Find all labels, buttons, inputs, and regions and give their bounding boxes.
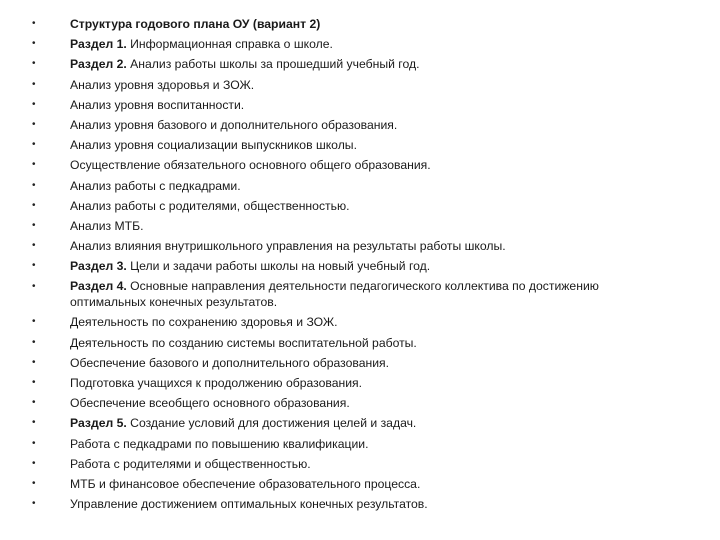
list-item bbox=[30, 333, 670, 353]
bullet-icon: • bbox=[32, 159, 36, 171]
item-body: Создание условий для достижения целей и задач. bbox=[126, 416, 417, 431]
bullet-icon: • bbox=[32, 220, 36, 232]
list-item bbox=[30, 454, 670, 474]
list-item bbox=[30, 34, 670, 54]
item-body: Осуществление обязательного основного общего образования. bbox=[70, 158, 431, 173]
list-item bbox=[30, 277, 670, 313]
list-item bbox=[30, 196, 670, 216]
bullet-icon: • bbox=[32, 336, 36, 348]
item-body: Подготовка учащихся к продолжению образования. bbox=[70, 376, 363, 391]
section-lead: Структура годового плана ОУ (вариант 2) bbox=[70, 17, 321, 31]
bullet-icon: • bbox=[32, 78, 36, 90]
list-item-text bbox=[70, 312, 670, 332]
bullet-icon: • bbox=[32, 397, 36, 409]
list-item-text bbox=[70, 474, 670, 494]
list-item bbox=[30, 95, 670, 115]
section-lead: Раздел 2. bbox=[70, 57, 127, 72]
bullet-icon: • bbox=[32, 457, 36, 469]
item-body: Работа с педкадрами по повышению квалификации. bbox=[70, 436, 369, 451]
section-lead: Раздел 1. bbox=[70, 37, 127, 52]
list-item bbox=[30, 135, 670, 155]
list-item-text bbox=[70, 454, 670, 474]
item-body: Анализ работы с педкадрами. bbox=[70, 178, 241, 193]
list-item bbox=[30, 312, 670, 332]
bullet-icon: • bbox=[32, 377, 36, 389]
item-body: Анализ работы с родителями, общественностью. bbox=[70, 198, 350, 213]
list-item-text bbox=[70, 54, 670, 74]
list-item-text bbox=[70, 176, 670, 196]
item-body: Анализ уровня здоровья и ЗОЖ. bbox=[70, 77, 255, 92]
bullet-icon: • bbox=[32, 280, 36, 292]
bullet-icon: • bbox=[32, 179, 36, 191]
list-item bbox=[30, 256, 670, 276]
item-body: Управление достижением оптимальных конечных результатов. bbox=[70, 497, 428, 512]
list-item-text bbox=[70, 14, 670, 34]
bullet-icon: • bbox=[32, 98, 36, 110]
list-item bbox=[30, 236, 670, 256]
list-item bbox=[30, 434, 670, 454]
bullet-icon: • bbox=[32, 316, 36, 328]
bullet-icon: • bbox=[32, 139, 36, 151]
list-item-text bbox=[70, 373, 670, 393]
bullet-icon: • bbox=[32, 240, 36, 252]
item-body: Анализ работы школы за прошедший учебный год. bbox=[126, 57, 420, 72]
item-body: Цели и задачи работы школы на новый учебный год. bbox=[126, 259, 431, 274]
list-item-text bbox=[70, 434, 670, 454]
list-item-text bbox=[70, 393, 670, 413]
bullet-icon: • bbox=[32, 119, 36, 131]
item-body: Деятельность по сохранению здоровья и ЗОЖ. bbox=[70, 315, 338, 330]
list-item-text bbox=[70, 216, 670, 236]
bullet-icon: • bbox=[32, 38, 36, 50]
item-body: Работа с родителями и общественностью. bbox=[70, 456, 311, 471]
section-lead: Раздел 5. bbox=[70, 416, 127, 431]
list-item bbox=[30, 115, 670, 135]
bullet-icon: • bbox=[32, 199, 36, 211]
section-lead: Раздел 4. bbox=[70, 278, 127, 293]
bullet-icon: • bbox=[32, 58, 36, 70]
list-item bbox=[30, 353, 670, 373]
item-body: Информационная справка о школе. bbox=[126, 37, 333, 52]
list-item bbox=[30, 393, 670, 413]
item-body: Анализ уровня воспитанности. bbox=[70, 97, 245, 112]
list-item-text bbox=[70, 135, 670, 155]
bullet-icon: • bbox=[32, 18, 36, 29]
list-item-text bbox=[70, 95, 670, 115]
list-item-text bbox=[70, 155, 670, 175]
list-item bbox=[30, 494, 670, 514]
list-item bbox=[30, 474, 670, 494]
item-body: Обеспечение всеобщего основного образования. bbox=[70, 396, 350, 411]
list-item bbox=[30, 54, 670, 74]
item-body: МТБ и финансовое обеспечение образовательного процесса. bbox=[70, 477, 421, 492]
item-body: Анализ уровня базового и дополнительного образования. bbox=[70, 118, 398, 133]
bullet-icon: • bbox=[32, 437, 36, 449]
list-item bbox=[30, 373, 670, 393]
list-item-text bbox=[70, 353, 670, 373]
bullet-icon: • bbox=[32, 498, 36, 510]
item-body: Основные направления деятельности педагогического коллектива по достижению оптимальных конечных результатов. bbox=[70, 278, 599, 309]
bullet-icon: • bbox=[32, 417, 36, 429]
list-item bbox=[30, 176, 670, 196]
list-item-text bbox=[70, 277, 670, 313]
list-item-text bbox=[70, 236, 670, 256]
list-item-text bbox=[70, 256, 670, 276]
plan-structure-list bbox=[30, 14, 670, 514]
list-item-text bbox=[70, 494, 670, 514]
list-item-text bbox=[70, 196, 670, 216]
list-item-text bbox=[70, 75, 670, 95]
list-item bbox=[30, 216, 670, 236]
list-item-text bbox=[70, 34, 670, 54]
list-item bbox=[30, 75, 670, 95]
list-item-text bbox=[70, 115, 670, 135]
item-body: Обеспечение базового и дополнительного образования. bbox=[70, 355, 390, 370]
item-body: Анализ уровня социализации выпускников школы. bbox=[70, 138, 357, 153]
list-item bbox=[30, 155, 670, 175]
item-body: Анализ МТБ. bbox=[70, 219, 144, 234]
item-body: Анализ влияния внутришкольного управления на результаты работы школы. bbox=[70, 239, 506, 254]
section-lead: Раздел 3. bbox=[70, 259, 127, 274]
list-item-text bbox=[70, 333, 670, 353]
list-item bbox=[30, 413, 670, 433]
list-item-text bbox=[70, 413, 670, 433]
list-item bbox=[30, 14, 670, 34]
bullet-icon: • bbox=[32, 356, 36, 368]
bullet-icon: • bbox=[32, 478, 36, 490]
bullet-icon: • bbox=[32, 260, 36, 272]
item-body: Деятельность по созданию системы воспитательной работы. bbox=[70, 335, 417, 350]
